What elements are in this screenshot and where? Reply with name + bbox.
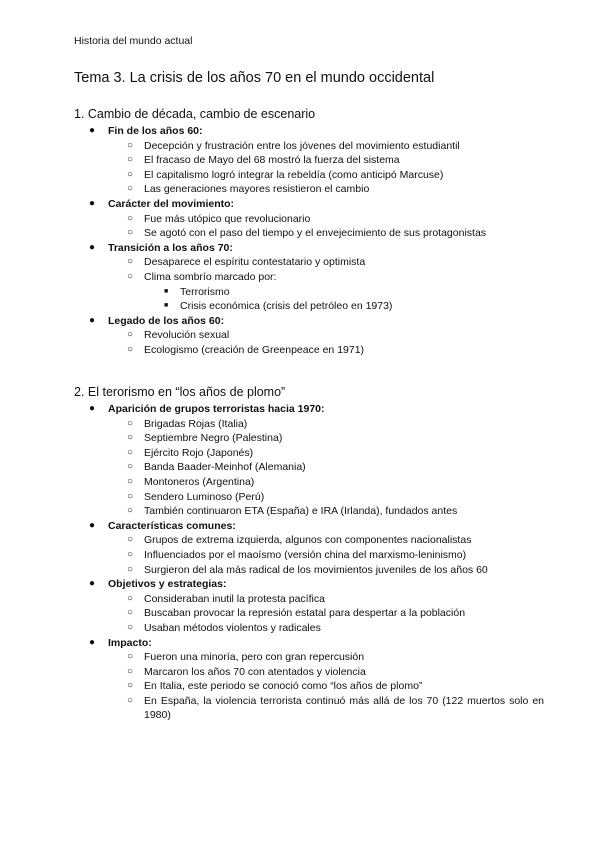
item-text: Revolución sexual xyxy=(144,329,230,342)
topic-item xyxy=(74,241,544,314)
bullet-dot-icon: ● xyxy=(89,519,96,531)
list-item xyxy=(108,679,544,694)
bullet-circle-icon: ○ xyxy=(127,534,134,546)
item-text: Fue más utópico que revolucionario xyxy=(144,212,311,225)
topic-item xyxy=(74,636,544,724)
item-text: Influenciados por el maoísmo (versión china del marxismo-leninismo) xyxy=(144,548,467,561)
sub-list xyxy=(108,255,544,313)
bullet-circle-icon: ○ xyxy=(127,490,134,502)
list-item xyxy=(108,665,544,680)
item-text: En España, la violencia terrorista continuó más allá de los 70 (122 muertos solo en 1980) xyxy=(144,694,544,722)
list-item xyxy=(108,328,544,343)
list-item xyxy=(108,694,544,723)
bullet-circle-icon: ○ xyxy=(127,592,134,604)
section-list xyxy=(74,402,544,723)
bullet-circle-icon: ○ xyxy=(127,139,134,151)
section-list xyxy=(74,124,544,358)
item-text: Sendero Luminoso (Perú) xyxy=(144,490,265,503)
item-text: Usaban métodos violentos y radicales xyxy=(144,621,321,634)
bullet-circle-icon: ○ xyxy=(127,432,134,444)
bullet-circle-icon: ○ xyxy=(127,461,134,473)
item-text: Grupos de extrema izquierda, algunos con componentes nacionalistas xyxy=(144,534,472,547)
item-text: Se agotó con el paso del tiempo y el envejecimiento de sus protagonistas xyxy=(144,227,487,240)
list-item xyxy=(108,431,544,446)
sub-list xyxy=(108,650,544,723)
list-item xyxy=(108,226,544,241)
list-item xyxy=(144,299,544,314)
topic-label: Objetivos y estrategias: xyxy=(108,578,227,591)
topic-item xyxy=(74,519,544,577)
bullet-circle-icon: ○ xyxy=(127,227,134,239)
section-heading: 1. Cambio de década, cambio de escenario xyxy=(74,107,316,121)
item-text: Montoneros (Argentina) xyxy=(144,475,255,488)
bullet-circle-icon: ○ xyxy=(127,154,134,166)
bullet-circle-icon: ○ xyxy=(127,607,134,619)
list-item xyxy=(108,270,544,314)
bullet-circle-icon: ○ xyxy=(127,270,134,282)
list-item xyxy=(108,255,544,270)
topic-item xyxy=(74,197,544,241)
page-header: Historia del mundo actual xyxy=(74,35,193,47)
item-text: El fracaso de Mayo del 68 mostró la fuerza del sistema xyxy=(144,154,400,167)
bullet-circle-icon: ○ xyxy=(127,475,134,487)
section-heading: 2. El terorismo en “los años de plomo” xyxy=(74,385,286,399)
list-item xyxy=(108,460,544,475)
list-item xyxy=(108,212,544,227)
bullet-dot-icon: ● xyxy=(89,241,96,253)
item-text: Marcaron los años 70 con atentados y violencia xyxy=(144,665,366,678)
topic-label: Transición a los años 70: xyxy=(108,241,233,254)
item-text: Clima sombrío marcado por: xyxy=(144,270,277,283)
bullet-square-icon: ■ xyxy=(164,287,169,295)
item-text: Crisis económica (crisis del petróleo en 1973) xyxy=(180,300,393,313)
item-text: Las generaciones mayores resistieron el cambio xyxy=(144,183,370,196)
sub-list xyxy=(108,592,544,636)
item-text: El capitalismo logró integrar la rebeldía (como anticipó Marcuse) xyxy=(144,168,444,181)
bullet-square-icon: ■ xyxy=(164,302,169,310)
topic-item xyxy=(74,314,544,358)
topic-label: Aparición de grupos terroristas hacia 1970: xyxy=(108,403,325,415)
bullet-dot-icon: ● xyxy=(89,403,96,414)
bullet-dot-icon: ● xyxy=(89,197,96,209)
item-text: Ejército Rojo (Japonés) xyxy=(144,446,254,459)
bullet-circle-icon: ○ xyxy=(127,446,134,458)
list-item xyxy=(108,343,544,358)
bullet-circle-icon: ○ xyxy=(127,417,134,429)
bullet-dot-icon: ● xyxy=(89,578,96,590)
bullet-circle-icon: ○ xyxy=(127,680,134,692)
topic-label: Carácter del movimiento: xyxy=(108,197,235,210)
topic-item xyxy=(74,402,544,519)
item-text: Banda Baader-Meinhof (Alemania) xyxy=(144,461,306,474)
item-text: Surgieron del ala más radical de los movimientos juveniles de los años 60 xyxy=(144,563,488,576)
topic-label: Características comunes: xyxy=(108,519,236,532)
bullet-circle-icon: ○ xyxy=(127,168,134,180)
list-item xyxy=(144,285,544,300)
item-text: Buscaban provocar la represión estatal para despertar a la población xyxy=(144,607,466,620)
sub-list xyxy=(108,533,544,577)
bullet-dot-icon: ● xyxy=(89,314,96,326)
list-item xyxy=(108,490,544,505)
bullet-circle-icon: ○ xyxy=(127,694,134,706)
topic-item xyxy=(74,577,544,635)
list-item xyxy=(108,533,544,548)
list-item xyxy=(108,563,544,578)
bullet-dot-icon: ● xyxy=(89,125,96,136)
list-item xyxy=(108,650,544,665)
sub-list xyxy=(108,139,544,197)
bullet-circle-icon: ○ xyxy=(127,563,134,575)
item-text: Fueron una minoría, pero con gran repercusión xyxy=(144,651,365,664)
bullet-circle-icon: ○ xyxy=(127,651,134,663)
bullet-dot-icon: ● xyxy=(89,636,96,648)
topic-label: Impacto: xyxy=(108,636,152,649)
item-text: Decepción y frustración entre los jóvenes del movimiento estudiantil xyxy=(144,139,460,152)
item-text: También continuaron ETA (España) e IRA (Irlanda), fundados antes xyxy=(144,505,458,518)
list-item xyxy=(108,606,544,621)
item-text: Ecologismo (creación de Greenpeace en 1971) xyxy=(144,343,365,356)
list-item xyxy=(108,417,544,432)
bullet-circle-icon: ○ xyxy=(127,621,134,633)
list-item xyxy=(108,621,544,636)
topic-label: Legado de los años 60: xyxy=(108,314,225,327)
bullet-circle-icon: ○ xyxy=(127,183,134,195)
list-item xyxy=(108,153,544,168)
sub-list xyxy=(108,328,544,357)
topic-item xyxy=(74,124,544,197)
item-text: Septiembre Negro (Palestina) xyxy=(144,432,283,445)
list-item xyxy=(108,504,544,519)
sub-list xyxy=(108,212,544,241)
list-item xyxy=(108,446,544,461)
list-item xyxy=(108,475,544,490)
bullet-circle-icon: ○ xyxy=(127,665,134,677)
item-text: Brigadas Rojas (Italia) xyxy=(144,417,248,430)
bullet-circle-icon: ○ xyxy=(127,343,134,355)
bullet-circle-icon: ○ xyxy=(127,212,134,224)
sub-list xyxy=(108,417,544,519)
list-item xyxy=(108,182,544,197)
item-text: Consideraban inutil la protesta pacífica xyxy=(144,592,325,605)
list-item xyxy=(108,139,544,154)
item-text: Desaparece el espíritu contestatario y optimista xyxy=(144,256,366,269)
item-text: En Italia, este periodo se conoció como “los años de plomo” xyxy=(144,680,423,693)
list-item xyxy=(108,592,544,607)
bullet-circle-icon: ○ xyxy=(127,329,134,341)
page-title: Tema 3. La crisis de los años 70 en el mundo occidental xyxy=(74,70,435,86)
sub-sub-list xyxy=(144,285,544,314)
list-item xyxy=(108,168,544,183)
topic-label: Fin de los años 60: xyxy=(108,125,203,137)
list-item xyxy=(108,548,544,563)
item-text: Terrorismo xyxy=(180,285,230,298)
bullet-circle-icon: ○ xyxy=(127,548,134,560)
bullet-circle-icon: ○ xyxy=(127,505,134,517)
bullet-circle-icon: ○ xyxy=(127,256,134,268)
